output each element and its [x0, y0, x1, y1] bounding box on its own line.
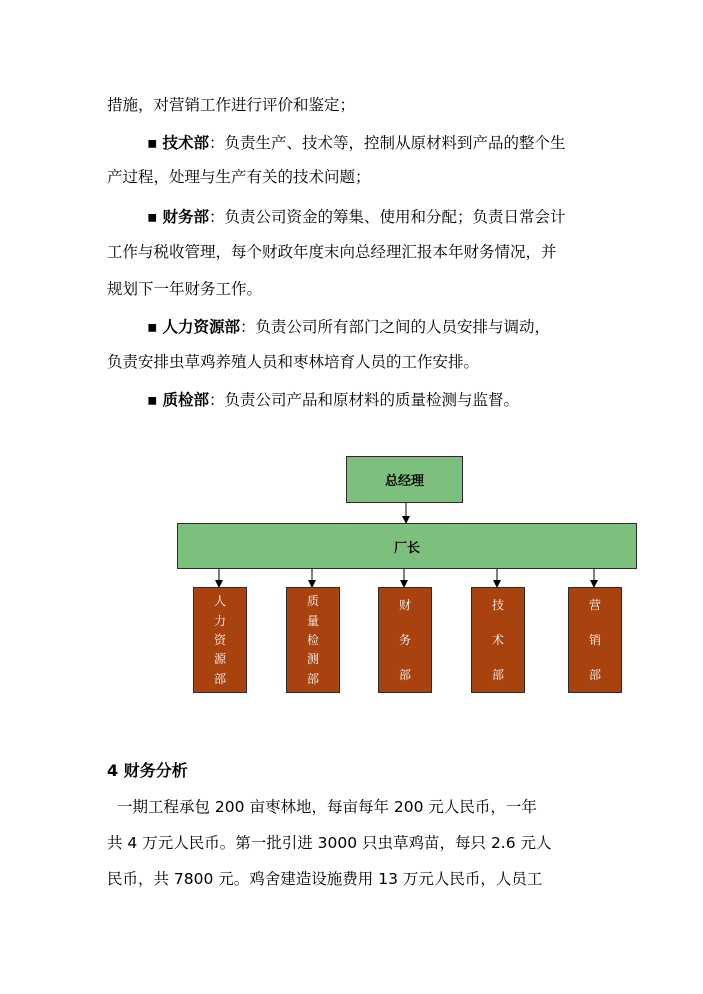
dept-box-tech	[471, 587, 525, 693]
hr-dept-text: ：负责公司所有部门之间的人员安排与调动，	[239, 318, 550, 336]
tech-dept-label: 技术部	[162, 134, 209, 152]
dept-char: 资	[213, 632, 226, 647]
dept-char: 源	[213, 652, 226, 667]
dept-box-qc	[286, 587, 340, 693]
bullet: ▪	[147, 134, 158, 152]
dept-char: 营	[588, 598, 601, 613]
finance-dept-text: ：负责公司资金的筹集、使用和分配；负责日常会计	[208, 208, 566, 226]
dept-char: 部	[213, 671, 226, 686]
general-manager-label: 总经理	[384, 474, 424, 489]
factory-director-label: 厂长	[393, 540, 420, 556]
dept-char: 术	[491, 632, 504, 647]
finance-dept-line-3: 规划下一年财务工作。	[107, 280, 263, 298]
paragraph-line: 措施，对营销工作进行评价和鉴定；	[107, 96, 356, 114]
qc-dept-label: 质检部	[162, 391, 209, 409]
qc-dept-text: ：负责公司产品和原材料的质量检测与监督。	[208, 391, 519, 409]
general-manager-box	[346, 456, 463, 503]
bullet: ▪	[147, 318, 158, 336]
section-heading: 4 财务分析	[107, 761, 188, 780]
paragraph-line: 共 4 万元人民币。第一批引进 3000 只虫草鸡苗，每只 2.6 元人	[107, 834, 552, 852]
dept-box-hr	[193, 587, 247, 693]
dept-char: 部	[306, 671, 319, 686]
dept-char: 人	[213, 594, 226, 609]
dept-char: 务	[398, 632, 411, 647]
bullet: ▪	[147, 391, 158, 409]
finance-dept-line-2: 工作与税收管理，每个财政年度末向总经理汇报本年财务情况，并	[107, 243, 557, 261]
finance-dept-label: 财务部	[162, 208, 209, 226]
dept-char: 财	[398, 598, 411, 613]
factory-director-box	[177, 523, 637, 569]
dept-char: 技	[491, 598, 504, 613]
dept-char: 部	[398, 667, 411, 682]
bullet: ▪	[147, 208, 158, 226]
paragraph-line: 一期工程承包 200 亩枣林地，每亩每年 200 元人民币，一年	[117, 798, 537, 816]
hr-dept-line-2: 负责安排虫草鸡养殖人员和枣林培育人员的工作安排。	[107, 353, 480, 371]
hr-dept-label: 人力资源部	[162, 318, 240, 336]
dept-box-finance	[378, 587, 432, 693]
dept-box-marketing	[568, 587, 622, 693]
tech-dept-line-2: 产过程，处理与生产有关的技术问题；	[107, 168, 371, 186]
dept-char: 质	[306, 594, 319, 609]
dept-char: 测	[306, 652, 319, 667]
paragraph-line: 民币，共 7800 元。鸡舍建造设施费用 13 万元人民币，人员工	[107, 870, 543, 888]
dept-char: 部	[588, 667, 601, 682]
dept-char: 部	[491, 667, 504, 682]
dept-char: 量	[306, 613, 319, 628]
dept-char: 销	[588, 632, 601, 647]
dept-char: 力	[213, 613, 226, 628]
tech-dept-text: ：负责生产、技术等，控制从原材料到产品的整个生	[208, 134, 566, 152]
dept-char: 检	[306, 632, 319, 647]
